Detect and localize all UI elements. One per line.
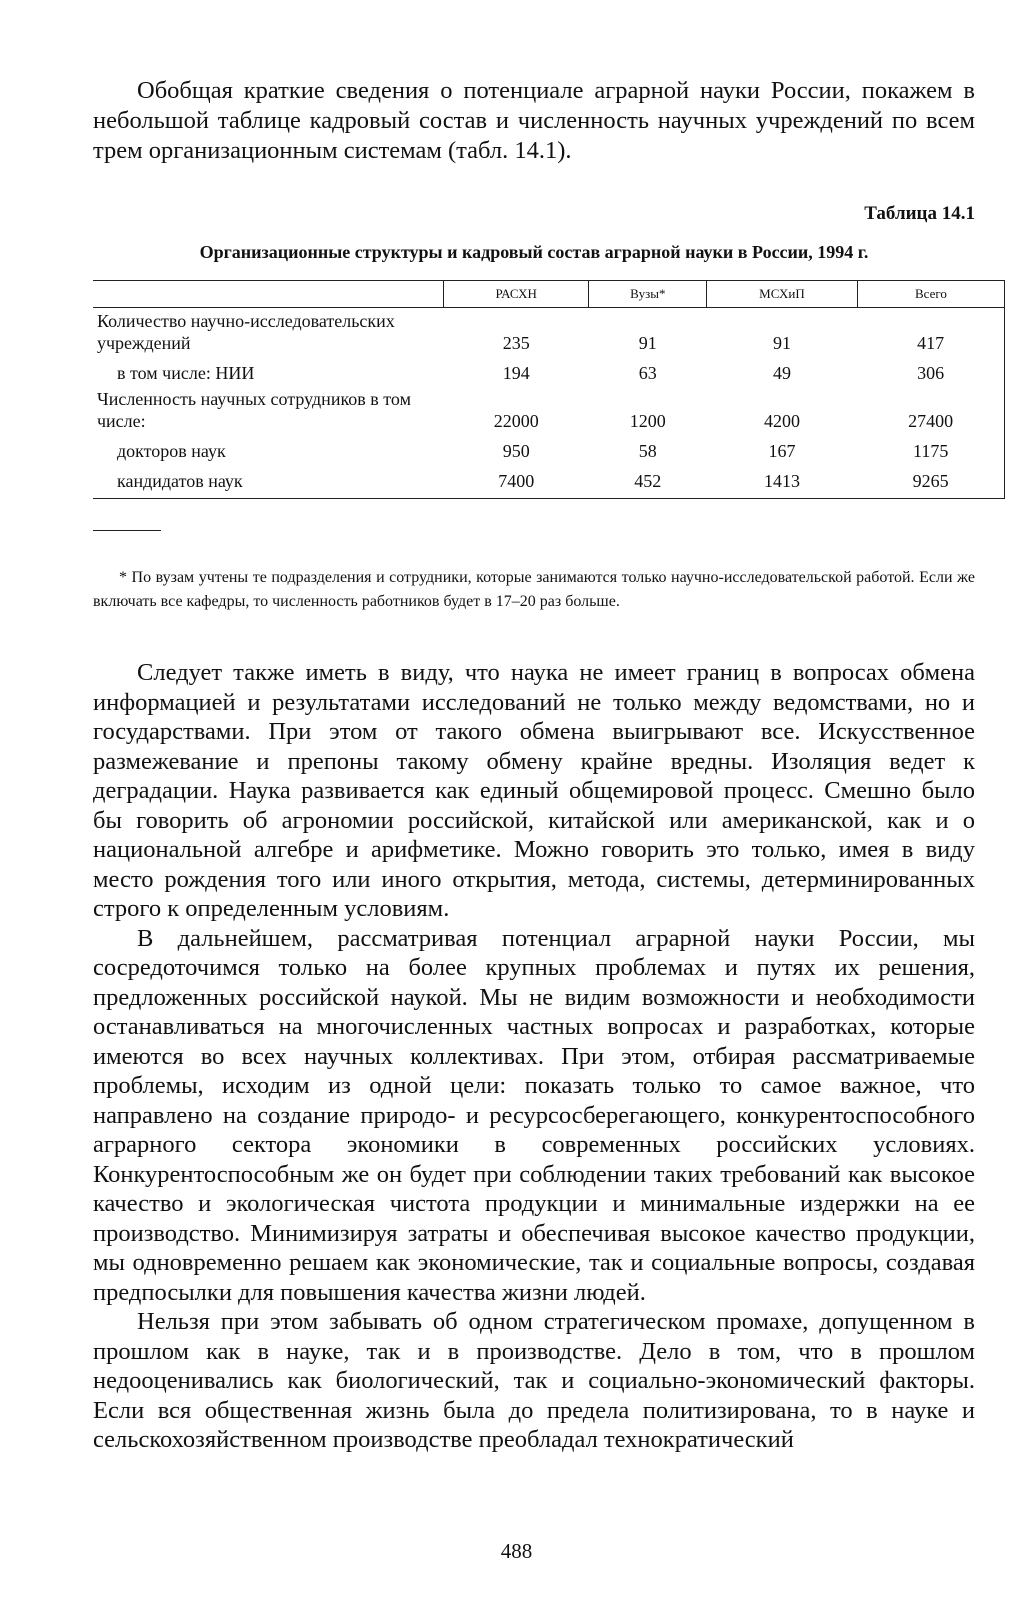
table-cell: 49 [772, 363, 791, 383]
table-row [93, 386, 1005, 434]
table-cell: 1175 [857, 434, 1004, 464]
row-label: Численность научных сотрудников в том числе: [97, 389, 411, 431]
table-cell: 63 [638, 363, 657, 383]
page-number: 488 [500, 1539, 533, 1563]
table-cell: 452 [589, 464, 707, 499]
table-cell: 306 [857, 356, 1004, 386]
body-text [93, 658, 975, 1455]
table-cell: 167 [768, 441, 796, 461]
table-cell: 235 [502, 333, 530, 353]
row-label: в том числе: НИИ [117, 363, 255, 383]
footnote-divider [93, 530, 161, 531]
table-row [93, 434, 1005, 464]
paragraph: Нельзя при этом забывать об одном стратегическом промахе, допущенном в прошлом как в науке, так и в производстве. Дело в том, что в прошлом недооценивались как биологический, так и социально-экономический факторы. Если вся общественная жизнь была до предела политизирована, то в науке и сельскохозяйственном производстве преобладал технократический [93, 1308, 975, 1453]
footnote: * По вузам учтены те подразделения и сотрудники, которые занимаются только научно-исследовательской работой. Если же включать все кафедры, то численность работников будет в 17–20 раз больше. [93, 569, 975, 610]
row-label: Количество научно-исследовательских учреждений [97, 311, 395, 353]
paragraph: Следует также иметь в виду, что наука не имеет границ в вопросах обмена информацией и результатами исследований не только между ведомствами, но и государствами. При этом от такого обмена выигрывают все. Искусственное размежевание и препоны такому обмену крайне вредны. Изоляция ведет к деградации. Наука развивается как единый общемировой процесс. Смешно было бы говорить об агрономии российской, китайской или американской, как и о национальной алгебре и арифметике. Можно говорить это только, имея в виду место рождения того или иного открытия, метода, системы, детерминированных строго к определенным условиям. [93, 659, 975, 922]
table-title: Организационные структуры и кадровый состав аграрной науки в России, 1994 г. [199, 242, 869, 262]
table-cell: 7400 [444, 464, 589, 499]
table-cell: 417 [857, 308, 1004, 357]
table-header-cell: Всего [857, 281, 1004, 308]
table-cell: 194 [502, 363, 530, 383]
table-cell: 27400 [857, 386, 1004, 434]
row-label: докторов наук [117, 441, 226, 461]
data-table [93, 280, 1005, 499]
table-cell: 1413 [707, 464, 858, 499]
table-cell: 1200 [629, 411, 666, 431]
table-header-cell: МСХиП [707, 281, 858, 308]
table-header-row [93, 281, 1005, 308]
paragraph: В дальнейшем, рассматривая потенциал аграрной науки России, мы сосредоточимся только на более крупных проблемах и путях их решения, предложенных российской наукой. Мы не видим возможности и необходимости останавливаться на многочисленных частных вопросах и разработках, которые имеются во всех научных коллективах. При этом, отбирая рассматриваемые проблемы, исходим из одной цели: показать только то самое важное, что направлено на создание природо- и ресурсосберегающего, конкурентоспособного аграрного сектора экономики в современных российских условиях. Конкурентоспособным же он будет при соблюдении таких требований как высокое качество и экологическая чистота продукции и минимальные издержки на ее производство. Минимизируя затраты и обеспечивая высокое качество продукции, мы одновременно решаем как экономические, так и социальные вопросы, создавая предпосылки для повышения качества жизни людей. [93, 924, 975, 1306]
table-header-cell: Вузы* [589, 281, 707, 308]
table-cell: 91 [638, 333, 657, 353]
row-label: кандидатов наук [93, 464, 444, 499]
intro-paragraph: Обобщая краткие сведения о потенциале аграрной науки России, покажем в небольшой таблице кадровый состав и численность научных учреждений по всем трем организационным системам (табл. 14.1). [93, 77, 975, 164]
table-cell: 950 [502, 441, 530, 461]
table-row [93, 308, 1005, 357]
table-cell: 4200 [763, 411, 800, 431]
table-cell: 91 [772, 333, 791, 353]
table-header-corner [93, 281, 444, 308]
table-row [93, 356, 1005, 386]
table-cell: 58 [638, 441, 657, 461]
table-cell: 9265 [857, 464, 1004, 499]
table-row [93, 464, 1005, 499]
table-cell: 22000 [493, 411, 539, 431]
table-header-cell: РАСХН [444, 281, 589, 308]
table-number: Таблица 14.1 [864, 203, 975, 224]
